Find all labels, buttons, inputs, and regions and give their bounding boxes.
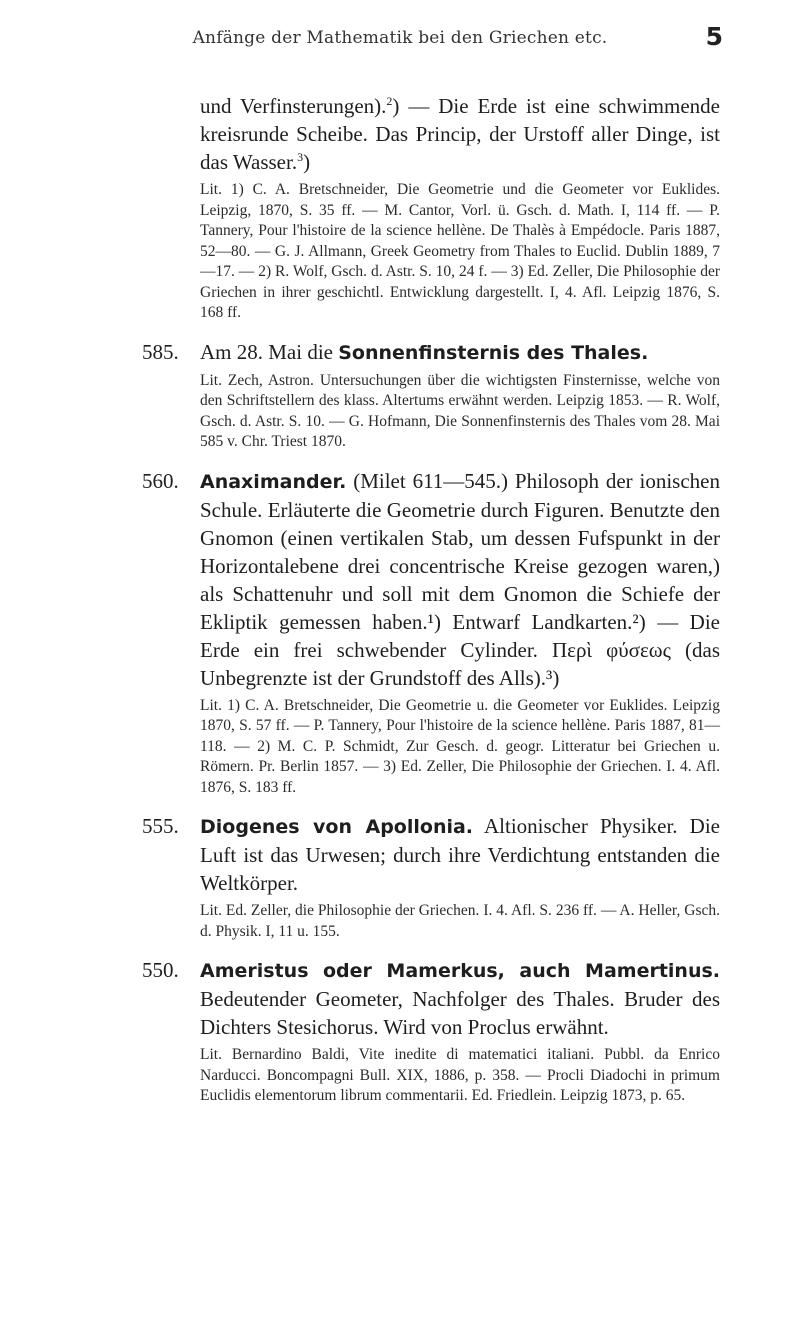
- page-body: [0, 92, 800, 1107]
- entry-heading: Diogenes von Apollonia.: [200, 816, 474, 838]
- entry-literature: Lit. Ed. Zeller, die Philosophie der Griechen. I. 4. Afl. S. 236 ff. — A. Heller, Gsch. d. Physik. I, 11 u. 155.: [200, 902, 720, 940]
- entry-text: Ameristus oder Mamerkus, auch Mamertinus. Bedeutender Geometer, Nachfolger des Thales. Bruder des Dichters Stesichorus. Wird von Proclus erwähnt.: [200, 960, 720, 1039]
- entry-text: Anaximander. (Milet 611—545.) Philosoph der ionischen Schule. Erläuterte die Geometrie durch Figuren. Benutzte den Gnomon (einen vertikalen Stab, um dessen Fufspunkt in der Horizontalebene drei concentrische Kreise gezogen waren,) als Schattenuhr und soll mit dem Gnomon die Schiefe der Ekliptik gemessen haben.¹) Entwarf Landkarten.²) — Die Erde ein frei schwebender Cylinder. Περὶ φύσεως (das Unbegrenzte ist der Grundstoff des Alls).³): [200, 468, 720, 690]
- running-header: [0, 22, 800, 52]
- entry-heading: Anaximander.: [200, 470, 347, 493]
- entry-literature: Lit. Bernardino Baldi, Vite inedite di matematici italiani. Pubbl. da Enrico Narducci. Boncompagni Bull. XIX, 1886, p. 358. — Procli Diadochi in primum Euclidis elementorum librum commentarii. Ed. Friedlein. Leipzig 1873, p. 65.: [200, 1046, 720, 1104]
- entry-literature: Lit. 1) C. A. Bretschneider, Die Geometrie u. die Geometer vor Euklides. Leipzig 1870, S. 57 ff. — P. Tannery, Pour l'histoire de la science hellène. Paris 1887, 81—118. — 2) M. C. P. Schmidt, Zur Gesch. d. geogr. Litteratur bei Griechen u. Römern. Pr. Berlin 1857. — 3) Ed. Zeller, Die Philosophie der Griechen. I. 4. Afl. 1876, S. 183 ff.: [200, 696, 720, 796]
- entry-560: [0, 467, 800, 799]
- entry-literature: Lit. Zech, Astron. Untersuchungen über die wichtigsten Finsternisse, welche von den Schriftstellern des klass. Altertums erwähnt werden. Leipzig 1853. — R. Wolf, Gsch. d. Astr. S. 10. — G. Hofmann, Die Sonnenfinsternis des Thales vom 28. Mai 585 v. Chr. Triest 1870.: [200, 371, 720, 450]
- entry-year: 550.: [142, 958, 179, 982]
- entry-text: Am 28. Mai die Sonnenfinsternis des Thales.: [200, 339, 649, 364]
- entry-year: 555.: [142, 814, 179, 838]
- entry-heading: Sonnenfinsternis des Thales.: [338, 341, 649, 364]
- entry-550: [0, 956, 800, 1107]
- intro-literature: Lit. 1) C. A. Bretschneider, Die Geometrie und die Geometer vor Euklides. Leipzig, 1870, S. 35 ff. — M. Cantor, Vorl. ü. Gsch. d. Math. I, 114 ff. — P. Tannery, Pour l'histoire de la science hellène. De Thalès à Empédocle. Paris 1887, 52—80. — G. J. Allmann, Greek Geometry from Thales to Euclid. Dublin 1889, 7—17. — 2) R. Wolf, Gsch. d. Astr. S. 10, 24 f. — 3) Ed. Zeller, Die Philosophie der Griechen in ihrer geschichtl. Entwicklung dargestellt. I, 4. Afl. Leipzig 1876, S. 168 ff.: [200, 181, 720, 321]
- intro-text: und Verfinsterungen).$^2$) — Die Erde ist eine schwimmende kreisrunde Scheibe. Das Princip, der Urstoff aller Dinge, ist das Wasser.$^3$): [200, 94, 720, 174]
- entry-year: 560.: [142, 468, 179, 493]
- entry-585: [0, 338, 800, 453]
- page-number: 5: [705, 22, 723, 51]
- running-title: Anfänge der Mathematik bei den Griechen etc.: [192, 28, 608, 48]
- entry-text: Diogenes von Apollonia. Altionischer Physiker. Die Luft ist das Urwesen; durch ihre Verdichtung entstanden die Weltkörper.: [200, 814, 720, 895]
- intro-block: [0, 92, 800, 324]
- entry-555: [0, 812, 800, 942]
- entry-year: 585.: [142, 339, 179, 364]
- entry-heading: Ameristus oder Mamerkus, auch Mamertinus.: [200, 960, 720, 982]
